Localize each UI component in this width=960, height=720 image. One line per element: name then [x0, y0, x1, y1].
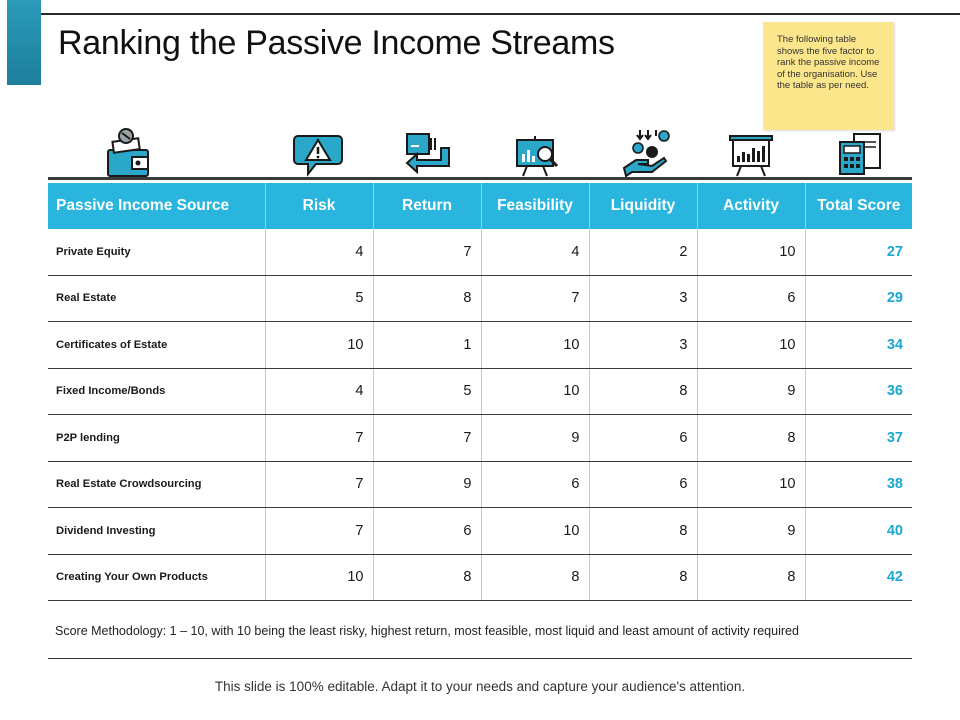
feasibility-cell: 9: [481, 415, 589, 462]
return-arrow-icon: [401, 126, 455, 180]
column-header-total-score: Total Score: [805, 183, 912, 229]
chart-board-icon: [726, 126, 780, 180]
risk-cell: 7: [265, 461, 373, 508]
risk-cell: 7: [265, 508, 373, 555]
liquidity-cell: 3: [589, 322, 697, 369]
table-row: [48, 322, 912, 369]
source-cell: Real Estate Crowdsourcing: [48, 461, 265, 508]
activity-cell: 9: [697, 508, 805, 555]
wallet-money-icon: [102, 126, 156, 180]
hand-coins-icon: [618, 126, 672, 180]
feasibility-cell: 10: [481, 368, 589, 415]
activity-cell: 10: [697, 322, 805, 369]
return-cell: 8: [373, 275, 481, 322]
total-score-cell: 37: [805, 415, 912, 462]
score-methodology: Score Methodology: 1 – 10, with 10 being the least risky, highest return, most feasible, most liquid and least amount of activity required: [55, 624, 799, 638]
accent-bar: [7, 0, 41, 85]
source-cell: Creating Your Own Products: [48, 554, 265, 601]
column-header-risk: Risk: [265, 183, 373, 229]
calculator-document-icon: [834, 126, 888, 180]
return-cell: 6: [373, 508, 481, 555]
risk-cell: 4: [265, 368, 373, 415]
total-score-cell: 29: [805, 275, 912, 322]
source-cell: Fixed Income/Bonds: [48, 368, 265, 415]
liquidity-cell: 3: [589, 275, 697, 322]
total-score-cell: 38: [805, 461, 912, 508]
column-header-liquidity: Liquidity: [589, 183, 697, 229]
source-cell: Certificates of Estate: [48, 322, 265, 369]
total-score-cell: 42: [805, 554, 912, 601]
liquidity-cell: 8: [589, 368, 697, 415]
total-score-cell: 34: [805, 322, 912, 369]
presentation-search-icon: [509, 126, 563, 180]
return-cell: 9: [373, 461, 481, 508]
table-row: [48, 554, 912, 601]
liquidity-cell: 8: [589, 508, 697, 555]
risk-cell: 5: [265, 275, 373, 322]
risk-cell: 4: [265, 229, 373, 275]
sticky-note: The following table shows the five factor to rank the passive income of the organisation. Use the table as per need.: [763, 22, 894, 130]
table-row: [48, 229, 912, 275]
table-row: [48, 368, 912, 415]
liquidity-cell: 8: [589, 554, 697, 601]
return-cell: 8: [373, 554, 481, 601]
total-score-cell: 36: [805, 368, 912, 415]
feasibility-cell: 10: [481, 322, 589, 369]
column-header-feasibility: Feasibility: [481, 183, 589, 229]
feasibility-cell: 7: [481, 275, 589, 322]
page-title: Ranking the Passive Income Streams: [58, 24, 615, 62]
table-header-row: [48, 183, 912, 229]
risk-cell: 7: [265, 415, 373, 462]
table-row: [48, 275, 912, 322]
activity-cell: 8: [697, 554, 805, 601]
liquidity-cell: 6: [589, 461, 697, 508]
activity-cell: 9: [697, 368, 805, 415]
top-divider: [41, 13, 960, 15]
activity-cell: 10: [697, 229, 805, 275]
liquidity-cell: 6: [589, 415, 697, 462]
total-score-cell: 40: [805, 508, 912, 555]
return-cell: 7: [373, 229, 481, 275]
income-ranking-table: [48, 183, 912, 601]
table-row: [48, 461, 912, 508]
source-cell: Real Estate: [48, 275, 265, 322]
table-top-rule: [48, 177, 912, 180]
risk-cell: 10: [265, 322, 373, 369]
liquidity-cell: 2: [589, 229, 697, 275]
table-row: [48, 508, 912, 555]
column-header-source: Passive Income Source: [48, 183, 265, 229]
column-header-return: Return: [373, 183, 481, 229]
feasibility-cell: 6: [481, 461, 589, 508]
table-row: [48, 415, 912, 462]
activity-cell: 6: [697, 275, 805, 322]
activity-cell: 10: [697, 461, 805, 508]
feasibility-cell: 8: [481, 554, 589, 601]
feasibility-cell: 10: [481, 508, 589, 555]
source-cell: Private Equity: [48, 229, 265, 275]
activity-cell: 8: [697, 415, 805, 462]
feasibility-cell: 4: [481, 229, 589, 275]
footer-text: This slide is 100% editable. Adapt it to your needs and capture your audience's attention.: [214, 679, 746, 694]
total-score-cell: 27: [805, 229, 912, 275]
source-cell: P2P lending: [48, 415, 265, 462]
source-cell: Dividend Investing: [48, 508, 265, 555]
return-cell: 5: [373, 368, 481, 415]
return-cell: 1: [373, 322, 481, 369]
return-cell: 7: [373, 415, 481, 462]
bottom-divider: [48, 658, 912, 659]
column-header-activity: Activity: [697, 183, 805, 229]
icon-row: [48, 126, 912, 180]
risk-cell: 10: [265, 554, 373, 601]
warning-bubble-icon: [292, 126, 346, 180]
